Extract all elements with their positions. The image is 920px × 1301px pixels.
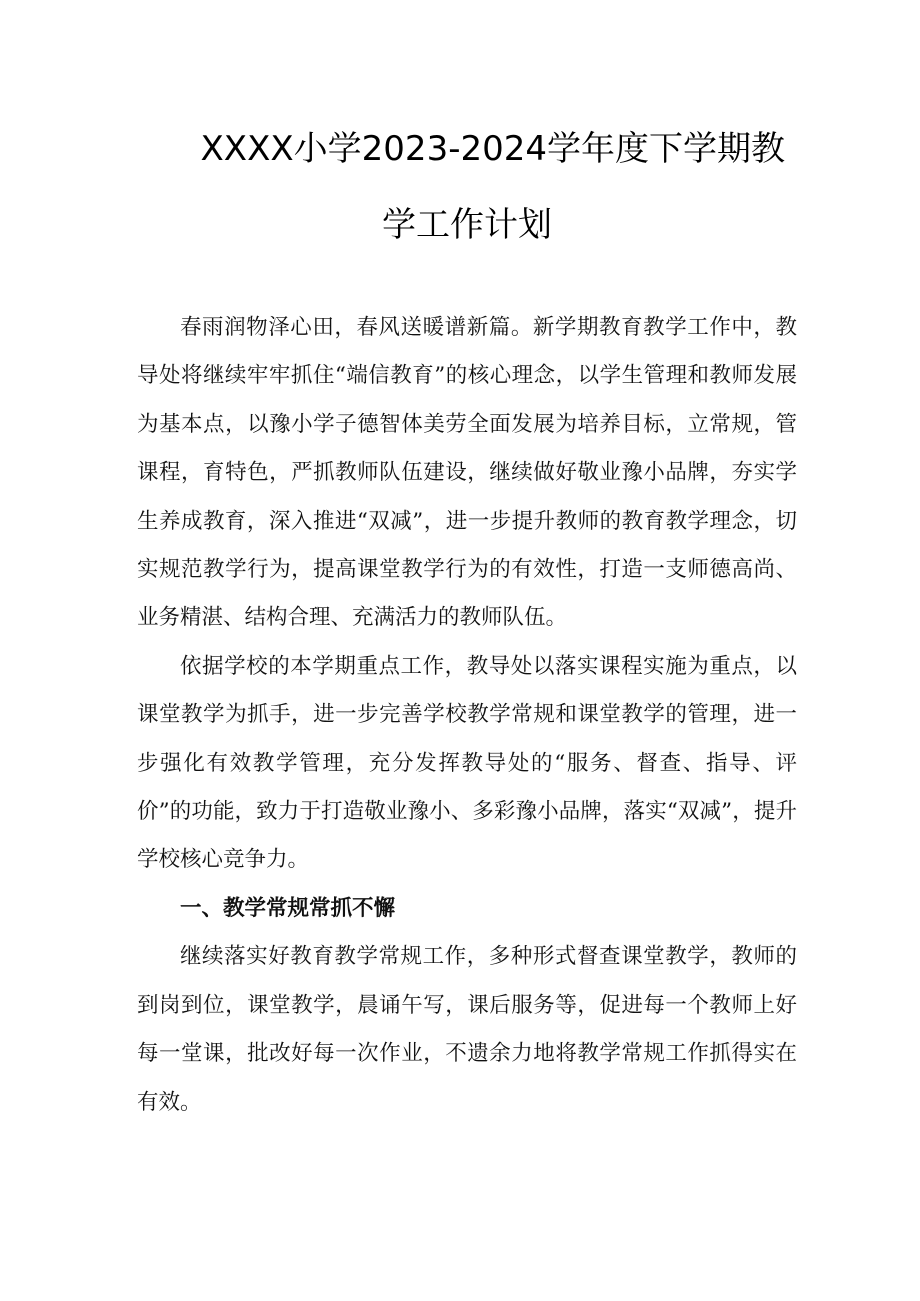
paragraph-teaching-routine: 继续落实好教育教学常规工作，多种形式督查课堂教学，教师的到岗到位，课堂教学，晨诵午写，课后服务等，促进每一个教师上好每一堂课，批改好每一次作业，不遗余力地将教学常规工作抓得实在有效。: [137, 944, 797, 1115]
section-heading-1: 一、教学常规常抓不懈: [180, 895, 396, 921]
document-title-line-1: XXXX小学2023-2024学年度下学期教: [200, 129, 785, 169]
document-title-line-2: 学工作计划: [382, 205, 552, 245]
document-body: [137, 304, 797, 1127]
paragraph-intro: 春雨润物泽心田，春风送暖谱新篇。新学期教育教学工作中，教导处将继续牢牢抓住“端信教育”的核心理念，以学生管理和教师发展为基本点，以豫小学子德智体美劳全面发展为培养目标，立常规，管课程，育特色，严抓教师队伍建设，继续做好敬业豫小品牌，夯实学生养成教育，深入推进“双减”，进一步提升教师的教育教学理念，切实规范教学行为，提高课堂教学行为的有效性，打造一支师德高尚、业务精湛、结构合理、充满活力的教师队伍。: [137, 315, 797, 631]
paragraph-basis: 依据学校的本学期重点工作，教导处以落实课程实施为重点，以课堂教学为抓手，进一步完善学校教学常规和课堂教学的管理，进一步强化有效教学管理，充分发挥教导处的“服务、督查、指导、评价”的功能，致力于打造敬业豫小、多彩豫小品牌，落实“双减”，提升学校核心竞争力。: [137, 653, 797, 873]
